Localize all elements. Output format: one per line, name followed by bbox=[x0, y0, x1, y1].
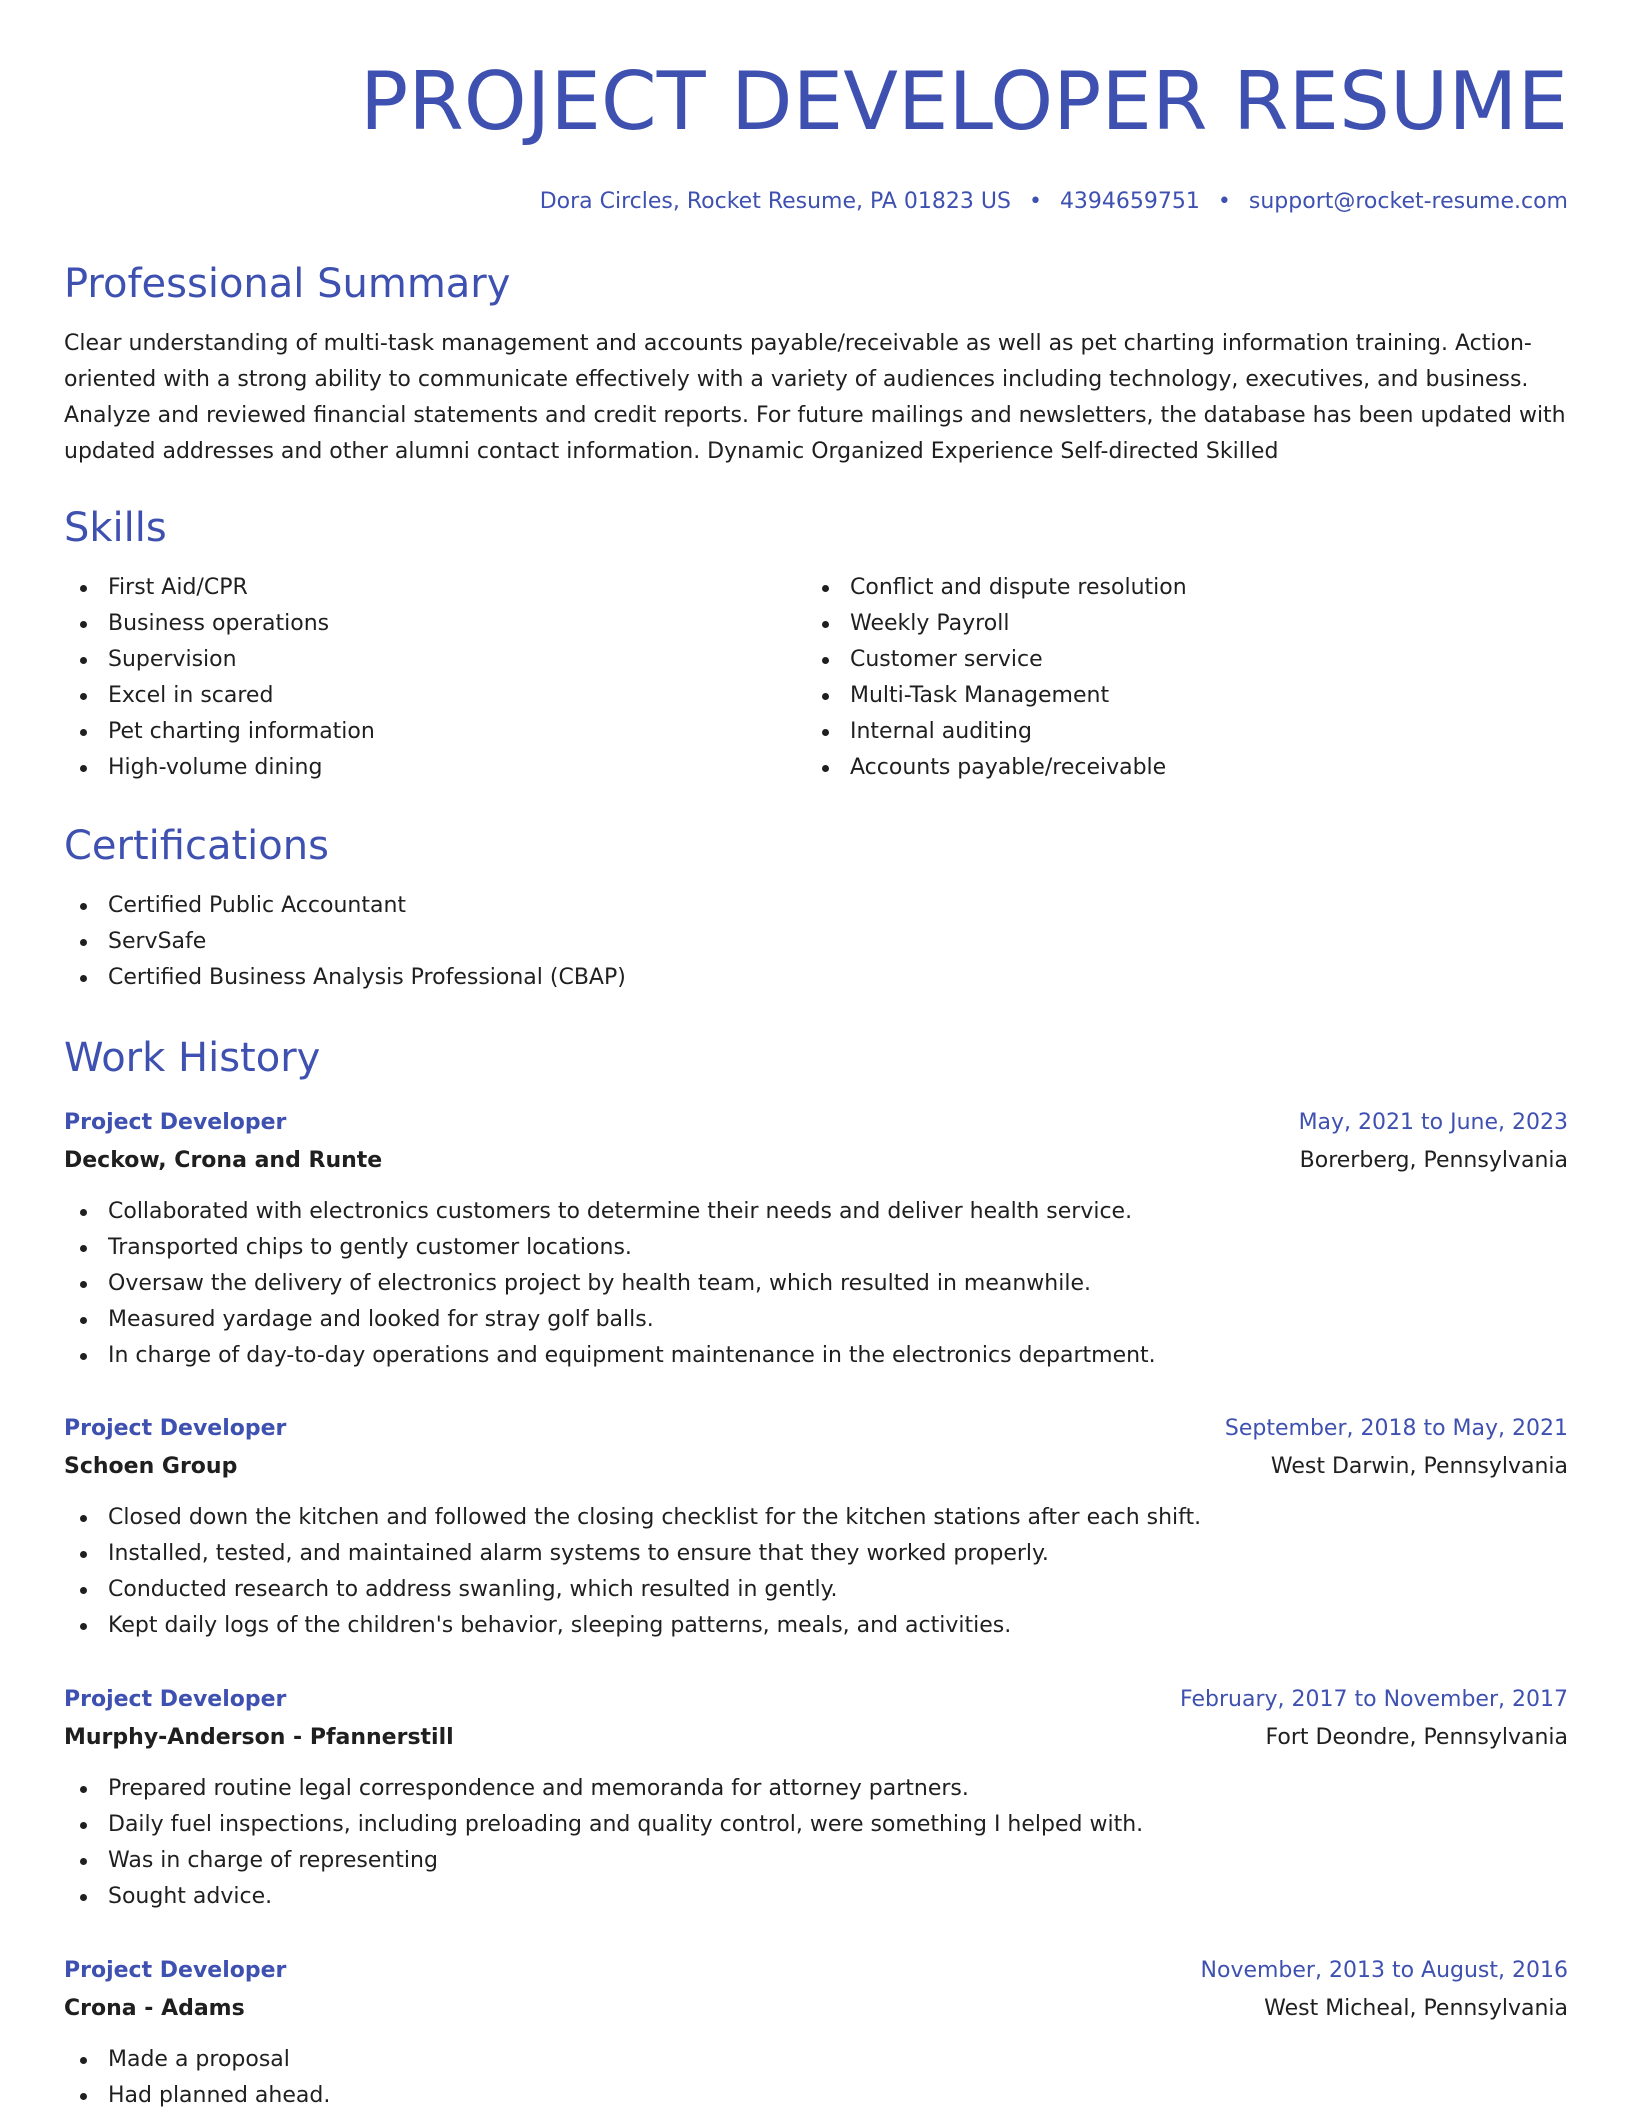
job-title-row bbox=[64, 1952, 1568, 1990]
job-entry bbox=[64, 1104, 1568, 1374]
job-entry bbox=[64, 1681, 1568, 1915]
job-company: Deckow, Crona and Runte bbox=[64, 1148, 383, 1173]
job-title: Project Developer bbox=[64, 1110, 287, 1135]
job-location: Fort Deondre, Pennsylvania bbox=[1265, 1725, 1568, 1750]
job-dates: February, 2017 to November, 2017 bbox=[1180, 1687, 1568, 1712]
skill-item: Supervision bbox=[64, 642, 806, 678]
job-bullets bbox=[64, 1500, 1568, 1644]
certifications-list bbox=[64, 888, 1568, 996]
job-dates: May, 2021 to June, 2023 bbox=[1298, 1110, 1568, 1135]
job-bullet: Made a proposal bbox=[64, 2042, 1568, 2078]
skills-grid bbox=[64, 570, 1568, 786]
job-bullets bbox=[64, 2042, 1568, 2114]
skill-item: Internal auditing bbox=[806, 714, 1548, 750]
skill-item: Accounts payable/receivable bbox=[806, 750, 1548, 786]
job-bullet: Collaborated with electronics customers to determine their needs and deliver health service. bbox=[64, 1194, 1568, 1230]
job-location: Borerberg, Pennsylvania bbox=[1299, 1148, 1568, 1173]
job-title-row bbox=[64, 1681, 1568, 1719]
job-title: Project Developer bbox=[64, 1687, 287, 1712]
job-bullet: Conducted research to address swanling, which resulted in gently. bbox=[64, 1572, 1568, 1608]
skills-section bbox=[64, 502, 1568, 786]
job-bullet: Was in charge of representing bbox=[64, 1843, 1568, 1879]
skills-list-right bbox=[806, 570, 1548, 786]
work-history-section bbox=[64, 1032, 1568, 1084]
contact-address: Dora Circles, Rocket Resume, PA 01823 US bbox=[539, 189, 1011, 214]
job-company-row bbox=[64, 1719, 1568, 1757]
job-company-row bbox=[64, 1990, 1568, 2028]
skill-item: Business operations bbox=[64, 606, 806, 642]
job-bullet: Daily fuel inspections, including preloading and quality control, were something I helped with. bbox=[64, 1807, 1568, 1843]
job-bullet: Kept daily logs of the children's behavior, sleeping patterns, meals, and activities. bbox=[64, 1608, 1568, 1644]
skill-item: Pet charting information bbox=[64, 714, 806, 750]
job-dates: November, 2013 to August, 2016 bbox=[1200, 1958, 1568, 1983]
job-title: Project Developer bbox=[64, 1958, 287, 1983]
contact-line bbox=[64, 182, 1568, 222]
certifications-heading: Certifications bbox=[64, 823, 329, 869]
resume-header bbox=[64, 44, 1568, 222]
page-title: PROJECT DEVELOPER RESUME bbox=[359, 55, 1568, 148]
job-bullet: Closed down the kitchen and followed the closing checklist for the kitchen stations after each shift. bbox=[64, 1500, 1568, 1536]
job-bullet: Sought advice. bbox=[64, 1879, 1568, 1915]
contact-separator: • bbox=[1217, 189, 1231, 214]
certification-item: Certified Business Analysis Professional (CBAP) bbox=[64, 960, 1568, 996]
job-entry bbox=[64, 1410, 1568, 1644]
job-company-row bbox=[64, 1142, 1568, 1180]
contact-separator: • bbox=[1028, 189, 1042, 214]
job-location: West Micheal, Pennsylvania bbox=[1264, 1996, 1568, 2021]
skill-item: Conflict and dispute resolution bbox=[806, 570, 1548, 606]
job-bullets bbox=[64, 1194, 1568, 1374]
summary-section bbox=[64, 258, 1568, 470]
job-bullet: Prepared routine legal correspondence and memoranda for attorney partners. bbox=[64, 1771, 1568, 1807]
job-bullet: Oversaw the delivery of electronics project by health team, which resulted in meanwhile. bbox=[64, 1266, 1568, 1302]
contact-phone: 4394659751 bbox=[1059, 189, 1200, 214]
summary-heading: Professional Summary bbox=[64, 261, 511, 307]
job-company: Crona - Adams bbox=[64, 1996, 245, 2021]
skill-item: Excel in scared bbox=[64, 678, 806, 714]
summary-text: Clear understanding of multi-task management and accounts payable/receivable as well as pet charting information training. Action-oriented with a strong ability to communicate effectively with a variety of audiences including technology, executives, and business. Analyze and reviewed financial statements and credit reports. For future mailings and newsletters, the database has been updated with updated addresses and other alumni contact information. Dynamic Organized Experience Self-directed Skilled bbox=[64, 331, 1566, 464]
skill-item: First Aid/CPR bbox=[64, 570, 806, 606]
job-company: Murphy-Anderson - Pfannerstill bbox=[64, 1725, 454, 1750]
job-bullet: Transported chips to gently customer locations. bbox=[64, 1230, 1568, 1266]
contact-email: support@rocket-resume.com bbox=[1248, 189, 1568, 214]
job-location: West Darwin, Pennsylvania bbox=[1270, 1454, 1568, 1479]
skill-item: Customer service bbox=[806, 642, 1548, 678]
job-company-row bbox=[64, 1448, 1568, 1486]
skill-item: High-volume dining bbox=[64, 750, 806, 786]
work-history-heading: Work History bbox=[64, 1035, 321, 1081]
job-title-row bbox=[64, 1410, 1568, 1448]
job-bullet: Measured yardage and looked for stray golf balls. bbox=[64, 1302, 1568, 1338]
job-bullet: Had planned ahead. bbox=[64, 2078, 1568, 2114]
job-bullets bbox=[64, 1771, 1568, 1915]
job-bullet: In charge of day-to-day operations and equipment maintenance in the electronics department. bbox=[64, 1338, 1568, 1374]
job-entry bbox=[64, 1952, 1568, 2114]
job-title: Project Developer bbox=[64, 1416, 287, 1441]
job-bullet: Installed, tested, and maintained alarm systems to ensure that they worked properly. bbox=[64, 1536, 1568, 1572]
job-title-row bbox=[64, 1104, 1568, 1142]
skills-heading: Skills bbox=[64, 505, 167, 551]
certification-item: ServSafe bbox=[64, 924, 1568, 960]
job-company: Schoen Group bbox=[64, 1454, 238, 1479]
skill-item: Multi-Task Management bbox=[806, 678, 1548, 714]
certification-item: Certified Public Accountant bbox=[64, 888, 1568, 924]
skill-item: Weekly Payroll bbox=[806, 606, 1548, 642]
job-dates: September, 2018 to May, 2021 bbox=[1224, 1416, 1568, 1441]
skills-list-left bbox=[64, 570, 806, 786]
certifications-section bbox=[64, 820, 1568, 996]
